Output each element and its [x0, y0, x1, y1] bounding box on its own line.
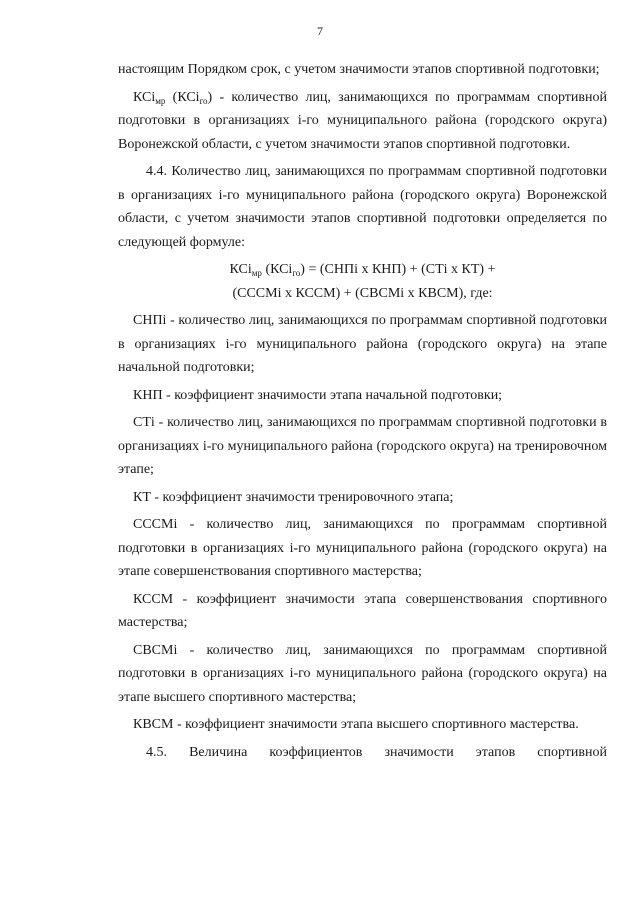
- definition-kvsm: КВСМ - коэффициент значимости этапа высшего спортивного мастерства.: [133, 717, 579, 732]
- formula-rhs: ) = (СНПi х КНП) + (СТi х КТ) +: [300, 262, 496, 277]
- definition-kssm: КССМ - коэффициент значимости этапа совершенствования спортивного мастерства;: [118, 591, 607, 630]
- formula-subscript-go: го: [292, 268, 301, 278]
- paragraph-section-4-5: 4.5. Величина коэффициентов значимости этапов спортивной: [146, 744, 607, 760]
- paragraph-continuation: настоящим Порядком срок, с учетом значимости этапов спортивной подготовки;: [118, 62, 600, 77]
- ksi-symbol-alt: (КСi: [165, 89, 200, 105]
- formula-line-2: (СССМi х КССМ) + (СВСМi х КВСМ), где:: [232, 285, 493, 301]
- page-number: 7: [317, 24, 323, 38]
- formula-subscript-mr: мр: [251, 268, 262, 278]
- definition-knp: КНП - коэффициент значимости этапа начальной подготовки;: [133, 387, 503, 403]
- document-body: [118, 58, 607, 768]
- definition-sti: СТi - количество лиц, занимающихся по программам спортивной подготовки в организациях i-го муниципального района (городского округа) на тренировочном этапе;: [118, 415, 607, 477]
- definition-svsmi: СВСМi - количество лиц, занимающихся по программам спортивной подготовки в организациях i-го муниципального района (городского округа) на этапе высшего спортивного мастерства;: [118, 642, 607, 705]
- definition-sssmi: СССМi - количество лиц, занимающихся по программам спортивной подготовки в организациях i-го муниципального района (городского округа) на этапе совершенствования спортивного мастерства;: [118, 517, 607, 579]
- formula-ksi-alt: (КСi: [261, 262, 293, 277]
- formula-line-1: [118, 258, 607, 282]
- ksi-definition-text: ) - количество лиц, занимающихся по программам спортивной подготовки в организациях i-го муниципального района (городского округа) Воронежской области, с учетом значимости этапов спортивной подготовки.: [118, 89, 607, 152]
- ksi-subscript-go: го: [199, 95, 208, 106]
- definition-snpi: СНПi - количество лиц, занимающихся по программам спортивной подготовки в организациях i-го муниципального района (городского округа) на этапе начальной подготовки;: [118, 313, 607, 375]
- definition-kt: КТ - коэффициент значимости тренировочного этапа;: [133, 489, 454, 505]
- ksi-subscript-mr: мр: [155, 95, 166, 106]
- paragraph-ksi-definition: [118, 86, 607, 157]
- ksi-symbol: КСi: [133, 89, 156, 105]
- paragraph-section-4-4: 4.4. Количество лиц, занимающихся по программам спортивной подготовки в организациях i-го муниципального района (городского округа) Воронежской области, с учетом значимости этапов спортивной подготовки определяется по следующей формуле:: [118, 164, 607, 250]
- formula-ksi: КСi: [229, 262, 252, 277]
